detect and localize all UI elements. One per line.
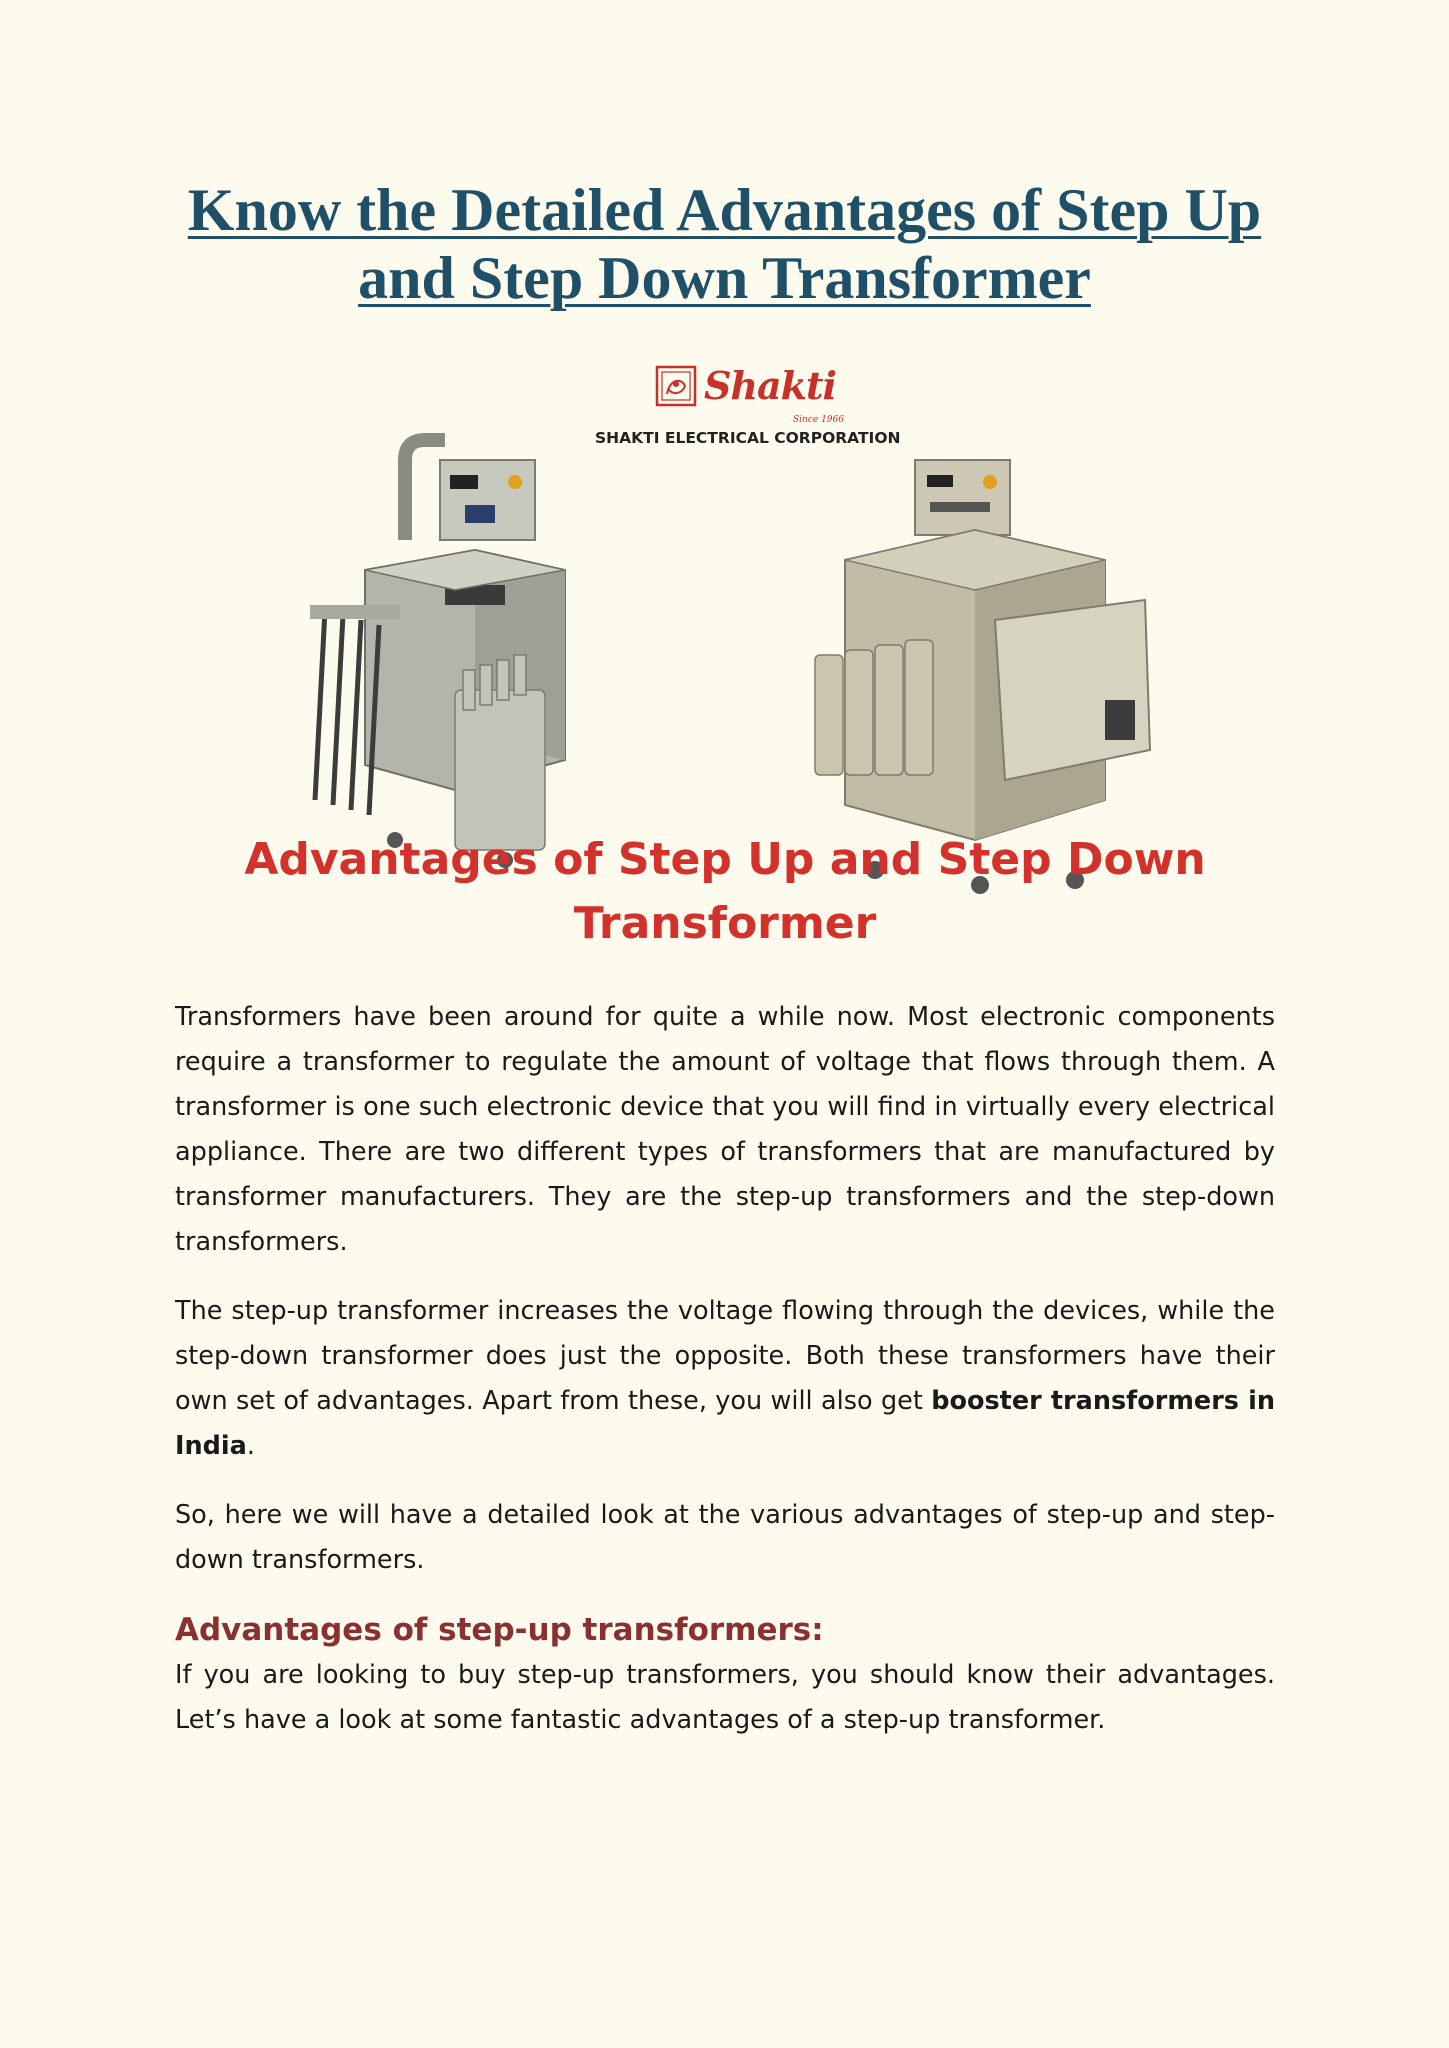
company-logo [595,363,901,453]
page-title-line2: and Step Down Transformer [358,245,1091,311]
logo-since: Since 1966 [793,415,844,425]
banner-heading [200,828,1250,956]
paragraph-intro: Transformers have been around for quite a while now. Most electronic components require a transformer to regulate the amount of voltage that flows through them. A transformer is one such electronic device that you will find in virtually every electrical appliance. There are two different types of transformers that are manufactured by transformer manufacturers. They are the step-up transformers and the step-down transformers. [175,1002,1275,1257]
banner-heading-line1: Advantages of Step Up and Step Down [244,834,1206,885]
paragraph-step-types-end: . [246,1431,255,1461]
paragraph-step-types [175,1289,1275,1469]
company-name: SHAKTI ELECTRICAL CORPORATION [595,429,901,447]
paragraph-step-types-text: The step-up transformer increases the voltage flowing through the devices, while the step-down transformer does just the opposite. Both these transformers have their own set of advantages. Apart from these, you will also get [175,1296,1275,1416]
booster-transformers-link: booster transformers in India [175,1386,1275,1461]
page-title-line1: Know the Detailed Advantages of Step Up [187,177,1262,243]
paragraph-overview: So, here we will have a detailed look at the various advantages of step-up and step-down transformers. [175,1500,1275,1575]
paragraph-step-up-intro: If you are looking to buy step-up transformers, you should know their advantages. Let’s have a look at some fantastic advantages of a step-up transformer. [175,1660,1275,1735]
section-heading-step-up: Advantages of step-up transformers: [175,1612,824,1648]
logo-text: Shakti [703,363,836,408]
transformer-left-image [305,420,625,880]
logo-seal-icon [654,364,698,408]
page-title [150,176,1299,312]
banner-heading-line2: Transformer [573,898,877,949]
article-body [175,995,1275,1767]
